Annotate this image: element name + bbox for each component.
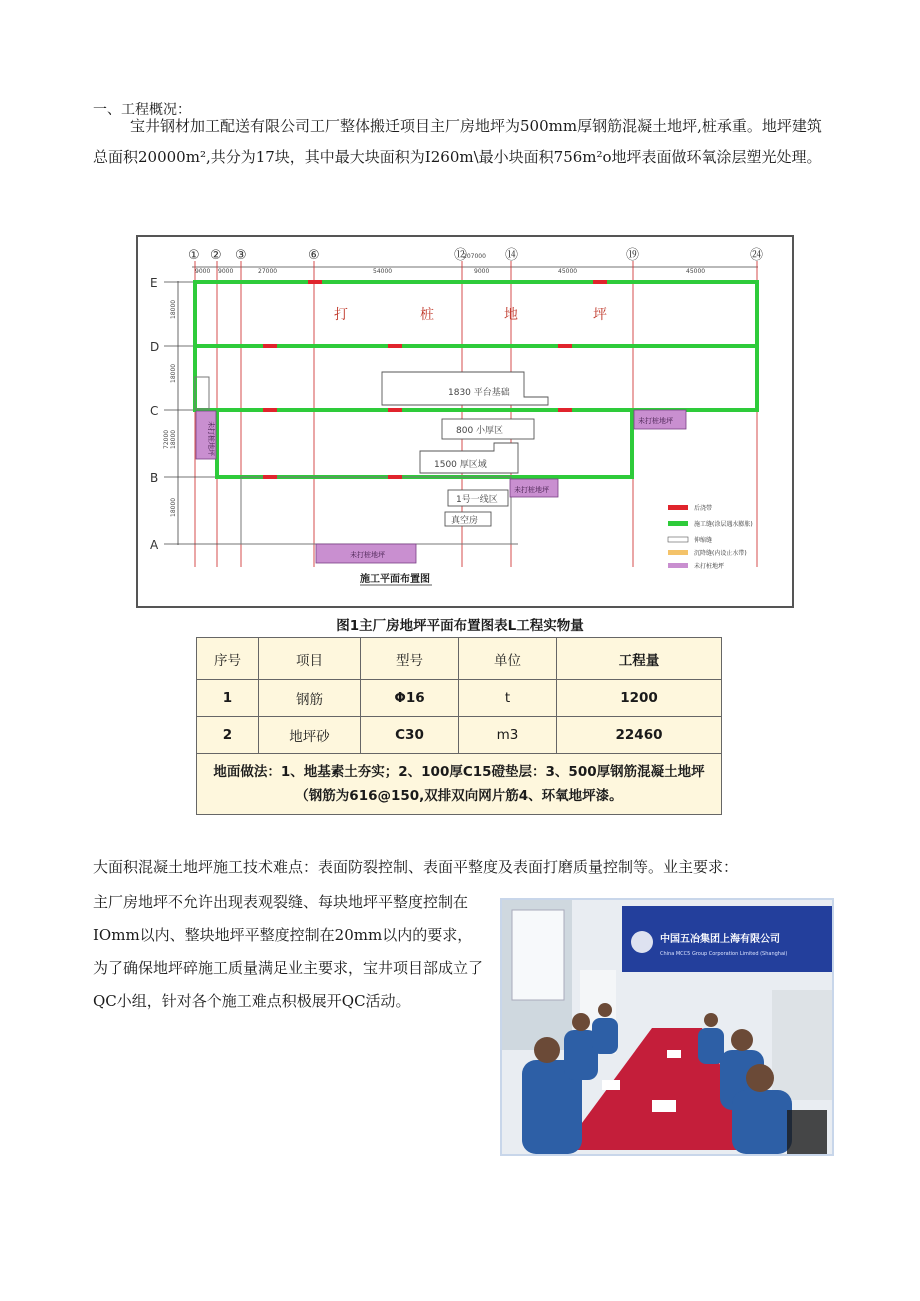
region-label-char: 地	[504, 307, 518, 323]
table-header-row	[197, 638, 722, 680]
axis-col-label: ㉔	[750, 248, 764, 263]
dimension-label: 45000	[558, 268, 578, 275]
requirements-paragraph: 主厂房地坪不允许出现表观裂缝、每块地坪平整度控制在IOmm以内、整块地坪平整度控制在20mm以内的要求，为了确保地坪碎施工质量满足业主要求，宝井项目部成立了QC小组，针对各个施工难点积极展开QC活动。	[93, 893, 484, 1010]
table-cell: Φ16	[361, 680, 459, 717]
table-cell: 钢筋	[259, 680, 361, 717]
post-pour-band	[558, 344, 572, 348]
dimension-label: 18000	[170, 497, 177, 517]
post-pour-band	[388, 408, 402, 412]
post-pour-band	[558, 408, 572, 412]
axis-col-label: ⑲	[626, 248, 640, 263]
region-label-char: 坪	[593, 307, 607, 323]
legend-swatch	[668, 550, 688, 555]
legend-label: 沉降缝(内设止水带)	[694, 550, 747, 557]
table-header: 工程量	[557, 638, 722, 680]
legend-swatch	[668, 505, 688, 510]
table-cell: 1	[197, 680, 259, 717]
axis-col-label: ①	[188, 248, 200, 263]
axis-row-label: A	[150, 538, 159, 552]
unpiled-label: 未打桩地坪	[350, 551, 385, 559]
table-cell: C30	[361, 717, 459, 754]
table-cell: 2	[197, 717, 259, 754]
section-heading: 一、工程概况：	[93, 102, 191, 118]
unpiled-label: 未打桩地坪	[514, 486, 549, 494]
table-header: 项目	[259, 638, 361, 680]
table-cell: t	[459, 680, 557, 717]
banner-subtitle: China MCC5 Group Corporation Limited (Shanghai)	[660, 951, 788, 957]
quantity-table	[196, 637, 722, 815]
dimension-label: 9000	[195, 268, 211, 275]
dimension-label: 45000	[686, 268, 706, 275]
axis-row-label: E	[150, 276, 158, 290]
axis-col-label: ③	[235, 248, 247, 263]
axis-row-label: C	[150, 404, 159, 418]
table-row	[197, 717, 722, 754]
dimension-total: 72000	[163, 429, 170, 449]
post-pour-band	[308, 280, 322, 284]
meeting-scene	[502, 900, 832, 1154]
axis-col-label: ⑥	[308, 248, 320, 263]
table-cell: 22460	[557, 717, 722, 754]
difficulty-paragraph: 大面积混凝土地坪施工技术难点：表面防裂控制、表面平整度及表面打磨质量控制等。业主要求：	[93, 858, 739, 876]
table-cell: 1200	[557, 680, 722, 717]
legend-swatch	[668, 521, 688, 526]
block-label: 800 小厚区	[456, 426, 504, 436]
legend-label: 未打桩地坪	[694, 563, 725, 570]
post-pour-band	[263, 344, 277, 348]
axis-col-label: ⑫	[454, 248, 468, 263]
post-pour-band	[593, 280, 607, 284]
table-row	[197, 680, 722, 717]
block-label: 1号一线区	[456, 495, 498, 505]
floor-plan-drawing	[138, 237, 792, 606]
block-label: 1830 平台基础	[448, 388, 510, 398]
table-cell: m3	[459, 717, 557, 754]
legend-swatch	[668, 537, 688, 542]
table-note: 地面做法：1、地基素土夯实；2、100厚C15磴垫层：3、500厚钢筋混凝土地坪（钢筋为616@150,双排双向网片筋4、环氧地坪漆。	[197, 754, 722, 815]
dimension-label: 18000	[170, 363, 177, 383]
table-header: 单位	[459, 638, 557, 680]
figure-caption: 图1主厂房地坪平面布置图表L工程实物量	[336, 618, 584, 634]
axis-col-label: ②	[210, 248, 222, 263]
post-pour-band	[263, 475, 277, 479]
floor-plan-figure	[136, 235, 794, 608]
dimension-label: 9000	[474, 268, 490, 275]
dimension-label: 18000	[170, 299, 177, 319]
legend-label: 后浇带	[694, 505, 713, 512]
plan-title: 施工平面布置图	[360, 574, 430, 585]
axis-row-label: D	[150, 340, 160, 354]
unpiled-label: 未打桩地坪	[638, 417, 673, 425]
axis-col-label: ⑭	[505, 248, 519, 263]
slab-block-e-d	[195, 282, 757, 346]
dimension-total: 207000	[463, 253, 486, 260]
block-label: 1500 厚区域	[434, 460, 487, 470]
region-label-char: 打	[334, 307, 348, 323]
block-label: 真空房	[451, 516, 479, 526]
unpiled-label: 未打桩地坪	[207, 421, 215, 456]
table-note-row	[197, 754, 722, 815]
table-header: 型号	[361, 638, 459, 680]
legend-label: 伸缩缝	[694, 537, 713, 544]
axis-row-label: B	[150, 471, 159, 485]
slab-block-b-a	[241, 477, 511, 544]
table-header: 序号	[197, 638, 259, 680]
qc-meeting-photo	[500, 898, 834, 1156]
dimension-label: 54000	[373, 268, 393, 275]
legend-swatch	[668, 563, 688, 568]
post-pour-band	[263, 408, 277, 412]
post-pour-band	[388, 475, 402, 479]
intro-paragraph: 宝井钢材加工配送有限公司工厂整体搬迁项目主厂房地坪为500mm厚钢筋混凝土地坪,桩承重。地坪建筑总面积20000m²,共分为17块，其中最大块面积为I260m\最小块面积756m²o地坪表面做环氧涂层塑光处理。	[93, 117, 822, 166]
legend-label: 施工缝(涂层遇水膨胀)	[694, 521, 753, 528]
region-label-char: 桩	[420, 307, 434, 323]
dimension-label: 9000	[218, 268, 234, 275]
dimension-label: 27000	[258, 268, 278, 275]
post-pour-band	[388, 344, 402, 348]
dimension-label: 18000	[170, 429, 177, 449]
banner-title: 中国五冶集团上海有限公司	[660, 934, 780, 945]
company-logo-icon	[631, 931, 653, 953]
table-cell: 地坪砂	[259, 717, 361, 754]
slab-block-small	[195, 377, 209, 409]
